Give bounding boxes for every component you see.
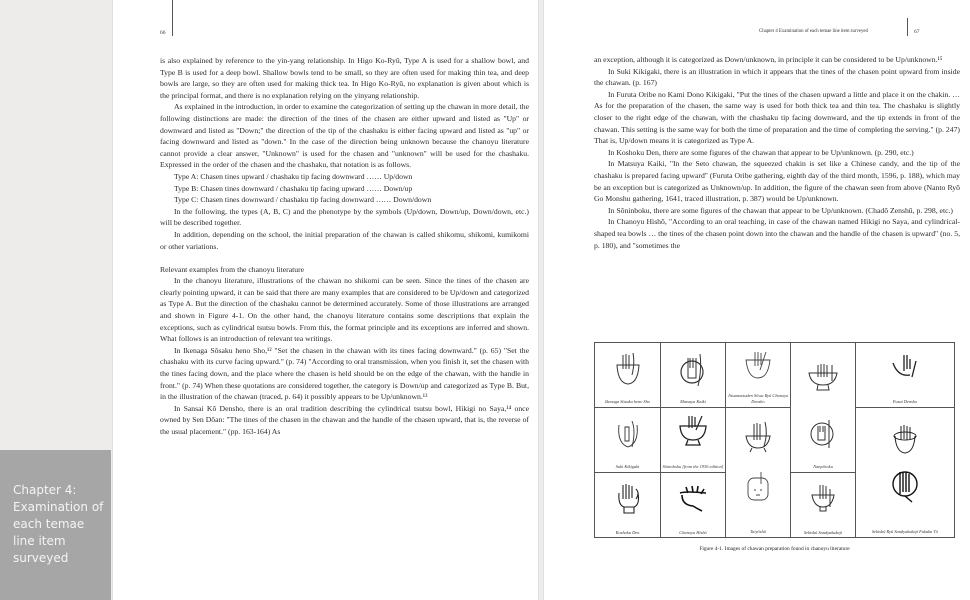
section-heading: Relevant examples from the chanoyu literature [160, 264, 305, 274]
figure-cell [726, 343, 791, 408]
figure-4-1 [594, 342, 955, 538]
whisk-sketch-illustration [890, 353, 920, 383]
paragraph: In the chanoyu literature, illustrations of the chawan no shikomi can be seen. Since the tines of the chasen are clearly pointing upward, it can be said that there are many examples that are considered to be Up/down and categorized as Type A. But the direction of the chashaku cannot be determined accurately. Some of those illustrations are arranged and shown in Figure 4-1. On the other hand, the chanoyu literature contains some descriptions that explain the exceptions, such as cylindrical tsutsu bowls. From this, the format principle and its exceptions are inferred and shown. What follows is an introduction of relevant tea writings. [160, 276, 529, 344]
figure-cell-label: Sekishū Sandyakukaji [803, 529, 843, 535]
figure-cell-label: Koshoku Den [615, 529, 640, 535]
cylindrical-bowl-illustration [743, 470, 773, 504]
figure-cell-label: Taiyōshū [750, 528, 766, 534]
whisk-in-bowl-illustration [614, 417, 642, 451]
tea-bowl-with-whisk-illustration [613, 353, 643, 387]
cylindrical-bowl-illustration [614, 483, 642, 515]
figure-cell [595, 408, 661, 473]
type-c-line: Type C: Chasen tines downward / chashaku tip facing downward …… Down/down [174, 195, 432, 205]
type-a-line: Type A: Chasen tines upward / chashaku tip facing downward …… Up/down [174, 171, 413, 181]
figure-cell [726, 408, 791, 538]
chapter-title: Chapter 4: Examination of each temae line item surveyed [13, 483, 104, 565]
paragraph: In addition, depending on the school, the initial preparation of the chawan is called shikomu, shikomi, kumikomi or other variations. [160, 229, 529, 251]
footed-tea-bowl-illustration [676, 414, 710, 446]
figure-cell-label: Suki Kikigaki [615, 463, 640, 469]
figure-cell [661, 408, 726, 473]
page-number-right: 67 [914, 29, 920, 35]
paragraph: In Ikenaga Sōsaku heno Sho,¹² "Set the chasen in the chawan with its tines facing downward." (p. 65) "Set the chashaku with its curve facing upward." (p. 74) "According to oral transmission, when you finish it, set the chasen with the tines facing down, and the place where the chasen is held should be on the edge of the chawan, with the handle in front." (p. 74) When these quotations are considered together, the category is Down/up and categorized as Type B. But, in the illustration of the chawan (traced, p. 64) it possibly appears to be Up/unknown.¹³ [160, 345, 529, 402]
figure-cell-label: Sekishū Ryū Sandyakukaji Fukaku Tō [871, 528, 938, 534]
figure-cell-label: Fusai Densho [892, 398, 918, 404]
folio-rule [172, 0, 173, 36]
footed-tea-bowl-illustration [808, 483, 838, 513]
paragraph: an exception, although it is categorized as Down/unknown, in principle it can be considered to be Up/unknown.¹⁵ [594, 55, 943, 64]
figure-cell-label: Sōninboku [from the 1936 edition] [662, 463, 724, 469]
tea-bowl-with-whisk-illustration [742, 350, 774, 380]
tea-bowl-with-whisk-illustration [890, 422, 920, 458]
figure-cell [856, 343, 954, 408]
figure-cell [595, 343, 661, 408]
folio-rule [907, 18, 908, 36]
figure-cell-label: Ikenaga Sōsaku heno Sho [605, 398, 650, 404]
paragraph: In Chanoyu Hishō, "According to an oral teaching, in case of the chawan named Hikigi no Saya, and cylindrical-shaped tea bowls … the tines of the chasen point down into the chawan and the handle of the chasen is upward" (no. 5, p. 180), and "sometimes the [594, 217, 960, 250]
page-number-left: 66 [160, 30, 166, 36]
running-head: Chapter 4 Examination of each temae line item surveyed [759, 29, 868, 34]
paragraph: is also explained by reference to the yin-yang relationship. In Higo Ko-Ryū, Type A is used for a shallow bowl, and Type B is used for a deep bowl. Shallow bowls tend to be small, so they are often used for making thin tea, and deep bowls are large, so they are often used for making thick tea. In Higo Ko-Ryū, no explanation is given about which is the principal format, and there is no explanation relying on the yinyang relationship. [160, 56, 529, 100]
figure-cell [856, 408, 954, 538]
paragraph: In Matsuya Kaiki, "In the Seto chawan, the squeezed chakin is set like a Chinese candy, and the tip of the chashaku is prepared facing upward" (Furuta Oribe gathering, eighth day of the third month, 1596, p. 188), which may be an exception but is categorized as Unknown/up. In addition, the figure of the chawan seen from above (Nanto Ryō Go Monshu gathering, 1641, traced illustration, p. 387) would be Up/unknown. [594, 159, 960, 204]
figure-cell-label: Matsuya Kaiki [680, 398, 706, 404]
tea-bowl-side-view-illustration [742, 420, 774, 454]
figure-cell-label: Jitsumatsuden Sōwa Ryū Chanoyu Densho [727, 393, 789, 404]
paragraph: In the following, the types (A, B, C) and the phenotype by the symbols (Up/down, Down/up, Down/down, etc.) will be described together. [160, 206, 529, 228]
paragraph: As explained in the introduction, in order to examine the categorization of setting up the chawan in more detail, the following distinctions are made: the direction of the tines of the chasen are either upward and listed as "Up" or downward and listed as "Down;" the direction of the tip of the chashaku is either facing upward and listed as "up" or facing downward and listed as "down." In the case of the direction being unknown because the chanoyu literature cannot provide a clear answer, "Unknown" is used for the chasen and "unknown" will be used for the chashaku. Expressed in the order of the chasen and the chashaku, that notation is as follows. [160, 102, 529, 170]
right-page-body [594, 54, 960, 251]
figure-cell [661, 473, 726, 538]
left-page-body [160, 55, 529, 438]
paragraph: In Furuta Oribe no Kami Dono Kikigaki, "Put the tines of the chasen upward a little and place it on the chakin. … As for the preparation of the chasen, the same way is used for both thick tea and thin tea. The chashaku is slightly closer to the right edge of the chawan, with the chashaku tip facing downward, and the tip extends in front of the chawan. This setting is the same way for both the time of preparation and the time of completing the serving." (p. 247) That is, Up/down means it is categorized as Type A. [594, 89, 960, 146]
paragraph: In Koshoku Den, there are some figures of the chawan that appear to be Up/unknown. (p. 290, etc.) [608, 147, 914, 157]
figure-cell [791, 343, 856, 473]
tea-bowl-sketch-illustration [676, 483, 710, 513]
figure-cell [595, 473, 661, 538]
tea-bowl-top-view-illustration [808, 418, 838, 450]
figure-cell [661, 343, 726, 408]
tea-bowl-top-view-illustration [678, 352, 708, 388]
tea-bowl-sketch-illustration [890, 468, 920, 504]
type-b-line: Type B: Chasen tines downward / chashaku tip facing upward …… Down/up [174, 183, 413, 193]
footed-tea-bowl-illustration [806, 363, 840, 391]
figure-cell-label: Nanpōroku [813, 463, 833, 469]
figure-cell-label: Chanoyu Hishō [679, 529, 707, 535]
paragraph: In Suki Kikigaki, there is an illustration in which it appears that the tines of the chasen point upward from inside the chawan. (p. 167) [594, 66, 960, 88]
paragraph: In Sansai Kō Densho, there is an oral tradition describing the cylindrical tsutsu bowl, Hikigi no Saya,¹⁴ once owned by Sen Dōan: "The tines of the chasen in the chawan and the handle of the chasen upward, that is, the reverse of the usual placement." (pp. 163-164) As [160, 403, 529, 436]
figure-cell [791, 473, 856, 538]
figure-caption: Figure 4-1. Images of chawan preparation found in chanoyu literature [699, 546, 850, 552]
paragraph: In Sōninboku, there are some figures of the chawan that appear to be Up/unknown. (Chadō Zenshū, p. 298, etc.) [608, 205, 953, 215]
chapter-sidebar [0, 450, 111, 600]
